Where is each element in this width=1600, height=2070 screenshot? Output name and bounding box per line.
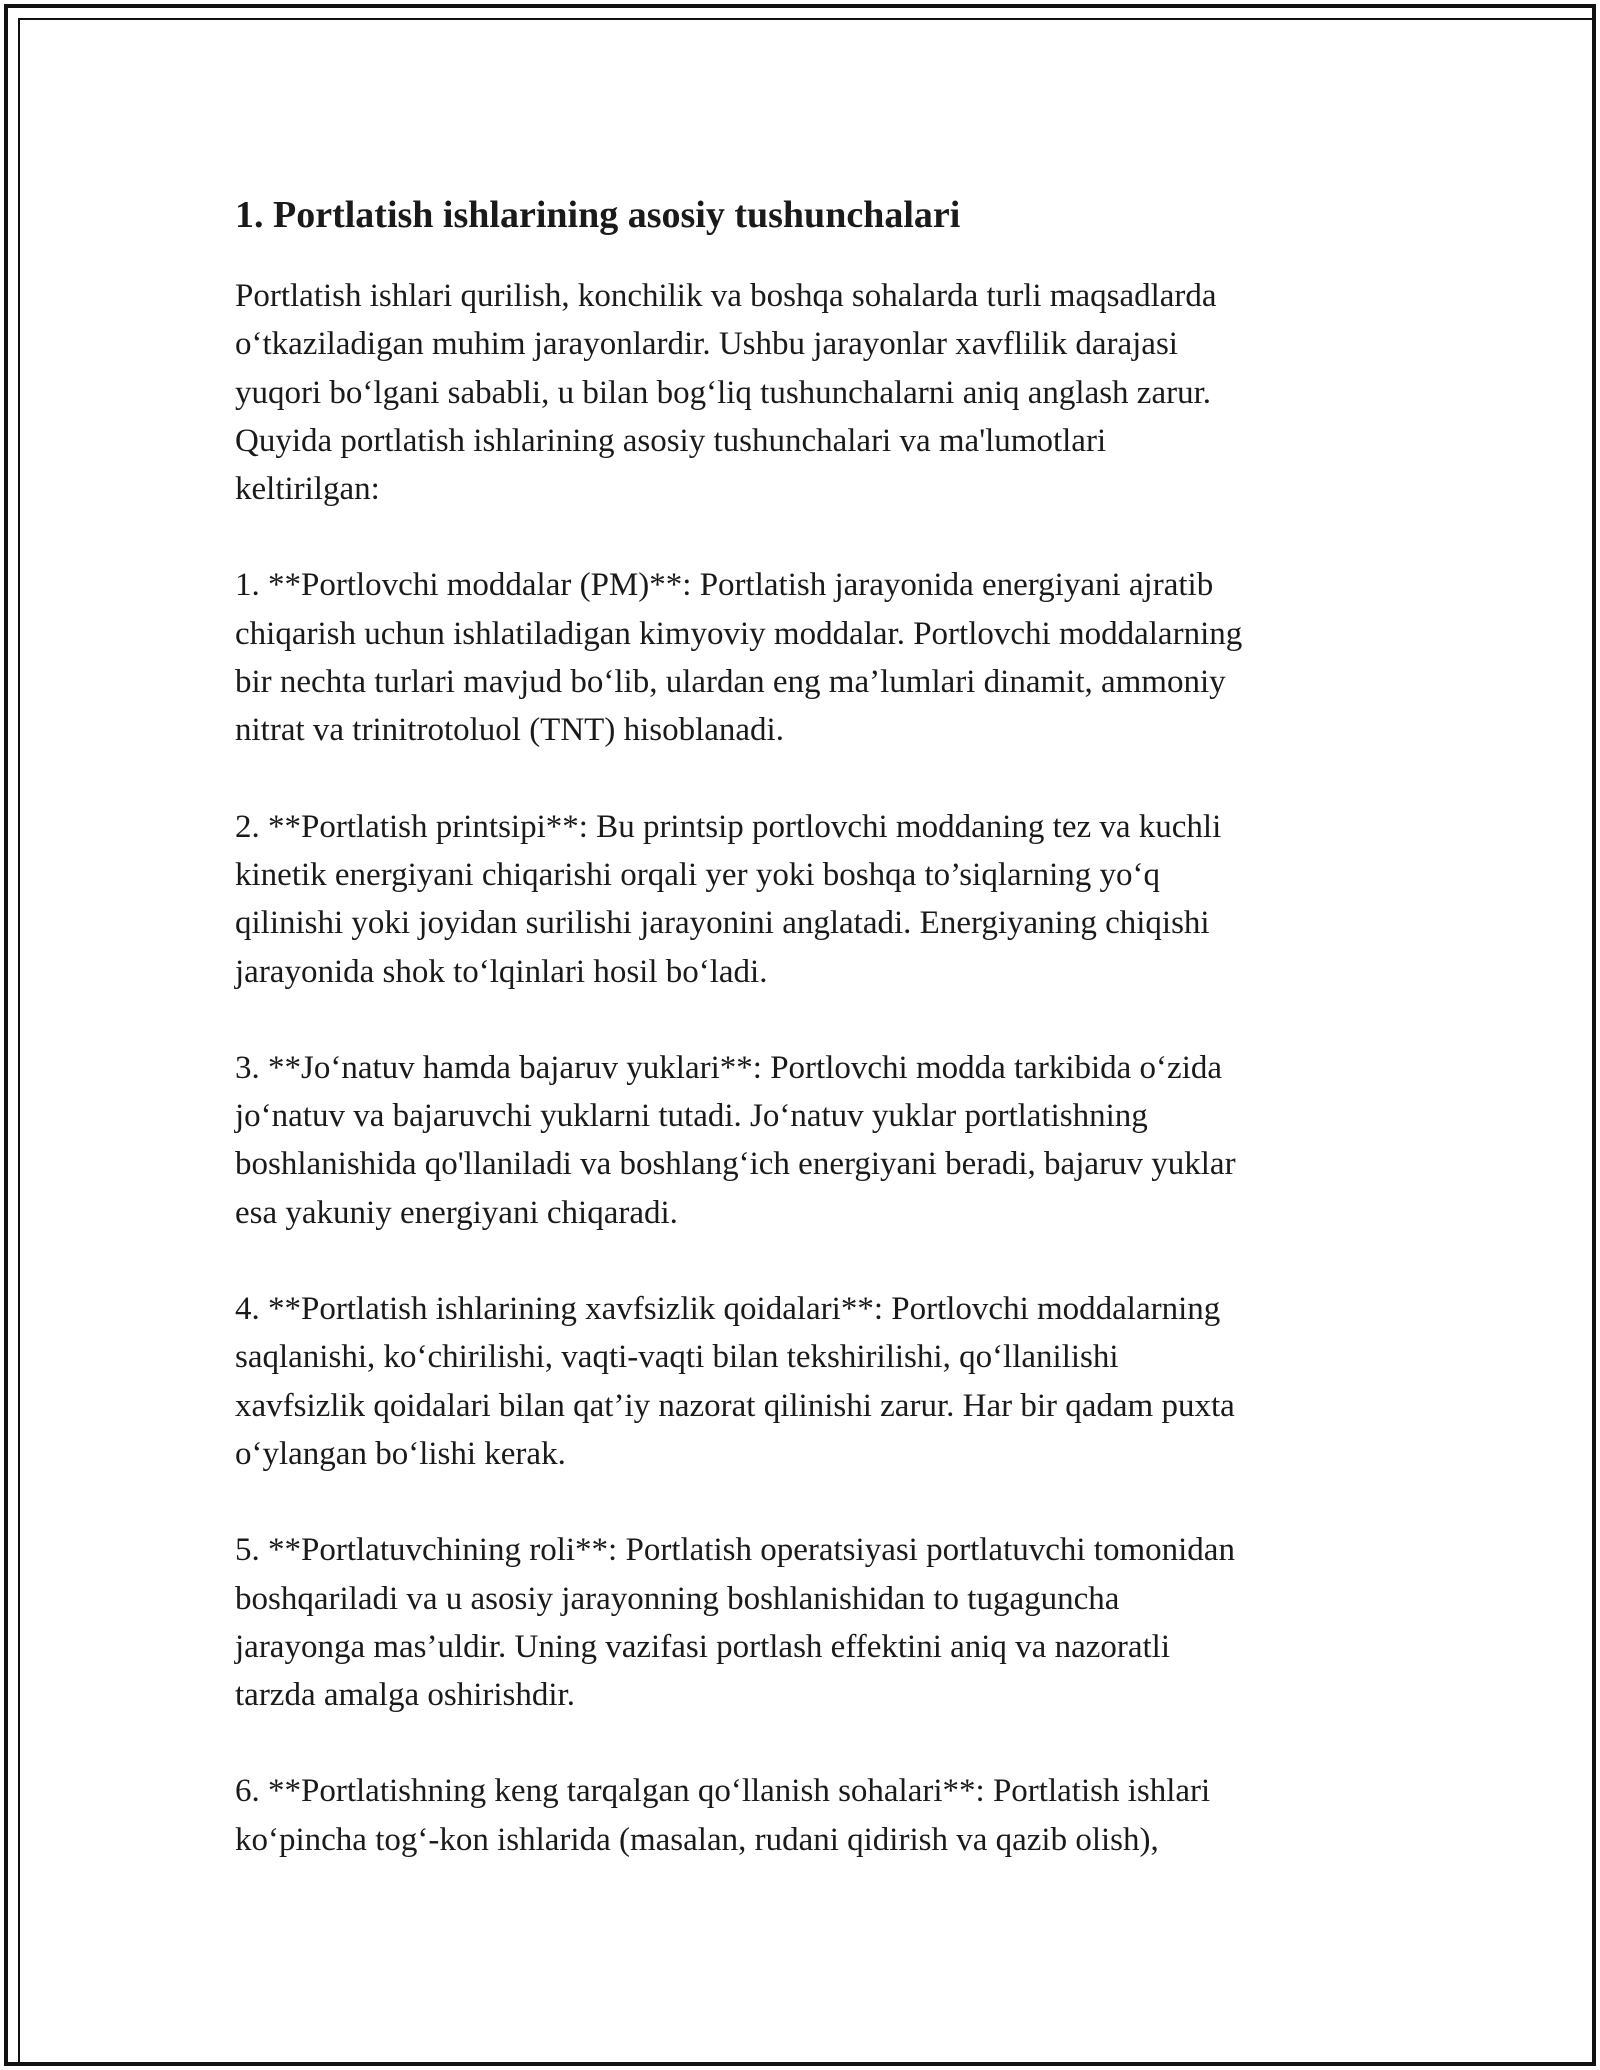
list-item: 3. **Jo‘natuv hamda bajaruv yuklari**: Portlovchi modda tarkibida o‘zida jo‘natuv va bajaruvchi yuklarni tutadi. Jo‘natuv yuklar portlatishning boshlanishida qo'llaniladi va boshlang‘ich energiyani beradi, bajaruv yuklar esa yakuniy energiyani chiqaradi.	[235, 1049, 1236, 1231]
list-item: 2. **Portlatish printsipi**: Bu printsip portlovchi moddaning tez va kuchli kinetik energiyani chiqarishi orqali yer yoki boshqa to’siqlarning yo‘q qilinishi yoki joyidan surilishi jarayonini anglatadi. Energiyaning chiqishi jarayonida shok to‘lqinlari hosil bo‘ladi.	[235, 808, 1222, 990]
list-item: 1. **Portlovchi moddalar (PM)**: Portlatish jarayonida energiyani ajratib chiqarish uchun ishlatiladigan kimyoviy moddalar. Portlovchi moddalarning bir nechta turlari mavjud bo‘lib, ulardan eng ma’lumlari dinamit, ammoniy nitrat va trinitrotoluol (TNT) hisoblanadi.	[235, 567, 1243, 749]
section-heading: 1. Portlatish ishlarining asosiy tushunchalari	[235, 194, 961, 236]
document-body	[235, 188, 1375, 1912]
list-item: 6. **Portlatishning keng tarqalgan qo‘llanish sohalari**: Portlatish ishlari ko‘pincha tog‘-kon ishlarida (masalan, rudani qidirish va qazib olish),	[235, 1773, 1211, 1858]
intro-paragraph: Portlatish ishlari qurilish, konchilik va boshqa sohalarda turli maqsadlarda o‘tkaziladigan muhim jarayonlardir. Ushbu jarayonlar xavflilik darajasi yuqori bo‘lgani sababli, u bilan bog‘liq tushunchalarni aniq anglash zarur. Quyida portlatish ishlarining asosiy tushunchalari va ma'lumotlari keltirilgan:	[235, 278, 1217, 508]
list-item: 4. **Portlatish ishlarining xavfsizlik qoidalari**: Portlovchi moddalarning saqlanishi, ko‘chirilishi, vaqti-vaqti bilan tekshirilishi, qo‘llanilishi xavfsizlik qoidalari bilan qat’iy nazorat qilinishi zarur. Har bir qadam puxta o‘ylangan bo‘lishi kerak.	[235, 1291, 1235, 1472]
list-item: 5. **Portlatuvchining roli**: Portlatish operatsiyasi portlatuvchi tomonidan boshqariladi va u asosiy jarayonning boshlanishidan to tugaguncha jarayonga mas’uldir. Uning vazifasi portlash effektini aniq va nazoratli tarzda amalga oshirishdir.	[235, 1532, 1235, 1714]
